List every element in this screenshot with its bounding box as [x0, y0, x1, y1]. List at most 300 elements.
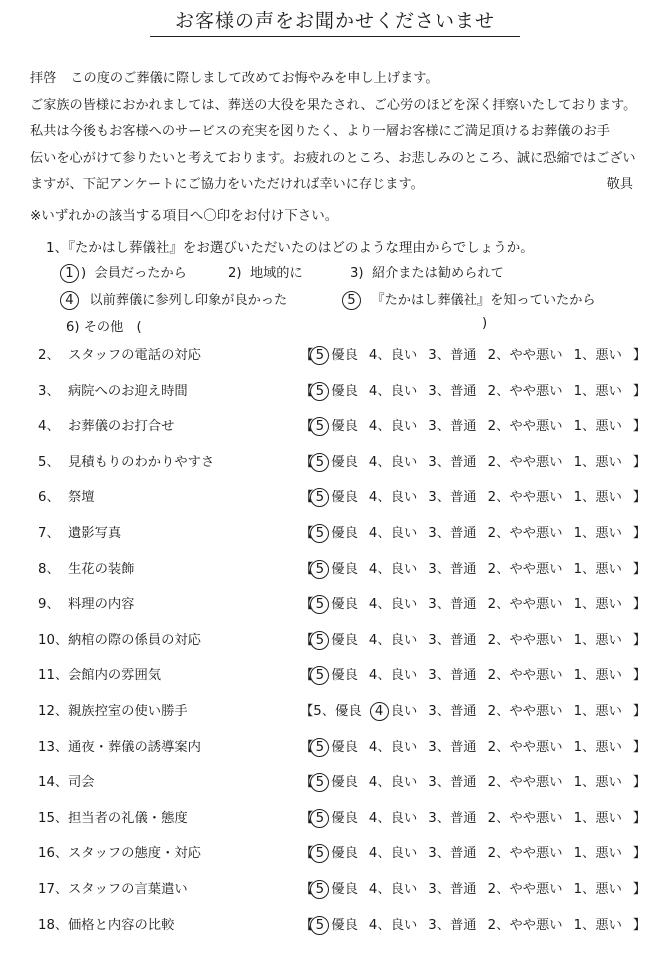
rating-option-word: 優良 [331, 597, 358, 613]
rating-row-label: 料理の内容 [68, 597, 135, 613]
scale-close-bracket: 】 [632, 846, 647, 862]
greeting-text-5: ますが、下記アンケートにご協力をいただければ幸いに存じます。 [30, 177, 424, 192]
rating-option-label: 5、優良 [313, 704, 362, 719]
rating-option-1[interactable] [574, 486, 622, 505]
rating-option-label: 1、悪い [573, 739, 622, 755]
rating-row [0, 771, 670, 793]
rating-option-5[interactable] [313, 522, 358, 543]
rating-row-label: スタッフの電話の対応 [68, 348, 201, 363]
rating-option-label: 1、悪い [573, 704, 622, 719]
rating-option-3[interactable] [428, 914, 476, 933]
selected-circle-mark: 5 [310, 880, 329, 899]
rating-option-label: 1、悪い [573, 632, 622, 648]
q1-option-1-number: 1 [60, 264, 79, 283]
rating-option-4[interactable] [369, 522, 417, 541]
rating-option-2[interactable] [488, 380, 563, 399]
rating-option-label: 4、良い [368, 526, 418, 541]
rating-row-number: 18、 [38, 917, 69, 933]
rating-row-label: 担当者の礼儀・態度 [68, 810, 188, 826]
greeting-line-2 [30, 93, 645, 120]
rating-option-label: 3、普通 [428, 882, 477, 897]
q1-option-6-number: 6) [66, 320, 80, 335]
rating-option-word: 優良 [331, 561, 358, 577]
rating-option-1[interactable] [574, 842, 622, 861]
rating-scale [300, 629, 646, 650]
rating-option-4[interactable] [373, 700, 418, 721]
rating-option-1[interactable] [574, 629, 622, 648]
rating-scale [300, 700, 646, 721]
rating-option-2[interactable] [488, 878, 563, 897]
scale-open-bracket: 【 [300, 704, 314, 719]
rating-option-1[interactable] [574, 344, 622, 363]
rating-option-3[interactable] [428, 522, 476, 541]
title-underline [150, 36, 520, 37]
scale-close-bracket: 】 [632, 454, 647, 470]
scale-close-bracket: 】 [632, 917, 647, 933]
rating-option-word: 優良 [331, 917, 358, 933]
scale-close-bracket: 】 [632, 490, 647, 506]
rating-scale [300, 380, 646, 401]
rating-row-label: 見積もりのわかりやすさ [68, 454, 215, 470]
rating-option-3[interactable] [428, 629, 476, 648]
rating-option-label: 2、やや悪い [487, 739, 563, 755]
rating-option-label: 3、普通 [428, 739, 477, 755]
rating-option-label: 4、良い [368, 597, 418, 613]
selected-circle-mark: 5 [310, 488, 329, 507]
rating-option-2[interactable] [488, 914, 563, 933]
rating-row-number: 5、 [38, 454, 60, 470]
rating-option-3[interactable] [428, 700, 476, 719]
rating-option-2[interactable] [488, 486, 563, 505]
q1-option-4-label: 以前葬儀に参列し印象が良かった [89, 293, 288, 308]
rating-option-2[interactable] [488, 451, 563, 470]
rating-option-4[interactable] [369, 593, 417, 612]
rating-option-label: 3、普通 [428, 917, 477, 933]
rating-option-2[interactable] [488, 700, 563, 719]
rating-scale [300, 664, 646, 685]
rating-option-label: 4、良い [368, 454, 418, 470]
rating-option-label: 3、普通 [428, 632, 477, 648]
rating-option-1[interactable] [574, 771, 622, 790]
selected-circle-mark: 5 [310, 453, 329, 472]
rating-option-4[interactable] [369, 842, 417, 861]
q1-option-5-label: 『たかはし葬儀社』を知っていたから [371, 293, 596, 308]
rating-option-3[interactable] [428, 878, 476, 897]
rating-row-label: 病院へのお迎え時間 [68, 383, 188, 399]
rating-option-label: 4、良い [368, 810, 418, 826]
rating-row [0, 700, 670, 722]
rating-option-label: 3、普通 [428, 704, 477, 719]
rating-option-label: 3、普通 [428, 454, 477, 470]
rating-row [0, 914, 670, 936]
scale-open-bracket: 【 [300, 882, 314, 897]
rating-option-3[interactable] [428, 486, 476, 505]
rating-row-number: 16、 [38, 846, 69, 862]
rating-option-label: 1、悪い [573, 490, 622, 506]
scale-open-bracket: 【 [300, 561, 314, 577]
selected-circle-mark: 5 [310, 382, 329, 401]
rating-option-1[interactable] [574, 664, 622, 683]
rating-row-number: 9、 [38, 597, 60, 613]
selected-circle-mark: 5 [310, 631, 329, 650]
rating-option-3[interactable] [428, 380, 476, 399]
survey-instruction: ※いずれかの該当する項目へ〇印をお付け下さい。 [30, 208, 339, 224]
rating-option-4[interactable] [369, 451, 417, 470]
rating-option-word: 良い [390, 704, 418, 719]
scale-close-bracket: 】 [632, 810, 647, 826]
rating-option-label: 3、普通 [428, 419, 477, 435]
rating-scale [300, 451, 646, 472]
rating-option-4[interactable] [369, 344, 417, 363]
rating-option-1[interactable] [574, 878, 622, 897]
q1-option-5-number: 5 [342, 291, 361, 310]
rating-option-label: 4、良い [368, 775, 418, 791]
rating-row-number: 6、 [38, 490, 60, 506]
rating-option-3[interactable] [428, 451, 476, 470]
rating-option-3[interactable] [428, 415, 476, 434]
rating-option-label: 1、悪い [573, 882, 622, 897]
rating-option-label: 2、やや悪い [487, 917, 563, 933]
rating-option-label: 4、良い [368, 668, 418, 684]
rating-option-3[interactable] [428, 807, 476, 826]
rating-option-5[interactable] [313, 914, 358, 935]
rating-option-5[interactable] [313, 736, 358, 757]
rating-row [0, 558, 670, 580]
rating-row-label: 遺影写真 [68, 526, 122, 541]
greeting-text-3: 私共は今後もお客様へのサービスの充実を図りたく、より一層お客様にご満足頂けるお葬儀のお手 [30, 124, 610, 139]
rating-row-label: 価格と内容の比較 [68, 917, 175, 933]
scale-open-bracket: 【 [300, 419, 314, 435]
selected-circle-mark: 4 [370, 702, 389, 721]
rating-row-label: スタッフの言葉遣い [68, 882, 188, 897]
scale-open-bracket: 【 [300, 917, 314, 933]
page-title: お客様の声をお聞かせくださいませ [174, 10, 495, 32]
rating-option-label: 4、良い [368, 561, 418, 577]
survey-title-block [0, 6, 670, 35]
scale-close-bracket: 】 [632, 561, 647, 577]
rating-row [0, 736, 670, 758]
selected-circle-mark: 5 [310, 809, 329, 828]
rating-option-label: 4、良い [368, 419, 418, 435]
rating-option-label: 1、悪い [573, 454, 622, 470]
q1-option-3-label: 紹介または勧められて [371, 266, 504, 281]
rating-option-5[interactable] [313, 629, 358, 650]
rating-option-4[interactable] [369, 878, 417, 897]
selected-circle-mark: 5 [310, 773, 329, 792]
scale-open-bracket: 【 [300, 739, 314, 755]
rating-option-4[interactable] [369, 380, 417, 399]
rating-option-label: 4、良い [368, 882, 418, 897]
scale-close-bracket: 】 [632, 597, 647, 613]
rating-option-3[interactable] [428, 771, 476, 790]
scale-close-bracket: 】 [632, 526, 647, 541]
rating-option-label: 3、普通 [428, 526, 477, 541]
rating-option-label: 1、悪い [573, 597, 622, 613]
rating-row [0, 807, 670, 829]
rating-row-number: 3、 [38, 383, 60, 399]
q1-option-3[interactable] [350, 262, 504, 281]
rating-row-number: 13、 [38, 739, 69, 755]
rating-option-word: 優良 [331, 739, 358, 755]
rating-option-1[interactable] [574, 558, 622, 577]
rating-row-number: 2、 [38, 348, 60, 363]
selected-circle-mark: 5 [310, 595, 329, 614]
rating-option-word: 優良 [331, 775, 358, 791]
scale-open-bracket: 【 [300, 383, 314, 399]
rating-option-label: 4、良い [368, 632, 418, 648]
question-1-number: 1、 [46, 240, 69, 256]
selected-circle-mark: 5 [310, 844, 329, 863]
rating-option-5[interactable] [313, 842, 358, 863]
rating-option-label: 1、悪い [573, 846, 622, 862]
scale-close-bracket: 】 [632, 348, 647, 363]
rating-option-word: 優良 [331, 882, 358, 897]
rating-option-5[interactable] [313, 664, 358, 685]
rating-row-label: 親族控室の使い勝手 [68, 704, 188, 719]
rating-option-5[interactable] [313, 415, 358, 436]
rating-option-word: 優良 [331, 419, 358, 435]
rating-option-5[interactable] [313, 558, 358, 579]
rating-option-2[interactable] [488, 807, 563, 826]
greeting-heading: 拝啓 [30, 71, 57, 86]
rating-option-3[interactable] [428, 842, 476, 861]
rating-scale [300, 593, 646, 614]
rating-option-label: 1、悪い [573, 917, 622, 933]
rating-option-2[interactable] [488, 558, 563, 577]
rating-option-3[interactable] [428, 664, 476, 683]
rating-row-label: スタッフの態度・対応 [68, 846, 201, 862]
rating-option-label: 4、良い [368, 348, 418, 363]
scale-close-bracket: 】 [632, 668, 647, 684]
rating-row [0, 380, 670, 402]
rating-option-3[interactable] [428, 558, 476, 577]
rating-option-2[interactable] [488, 842, 563, 861]
scale-close-bracket: 】 [632, 632, 647, 648]
scale-open-bracket: 【 [300, 490, 314, 506]
selected-circle-mark: 5 [310, 666, 329, 685]
q1-option-1[interactable] [60, 262, 187, 283]
rating-option-label: 2、やや悪い [487, 348, 563, 363]
rating-option-3[interactable] [428, 593, 476, 612]
scale-open-bracket: 【 [300, 597, 314, 613]
rating-option-2[interactable] [488, 629, 563, 648]
rating-scale [300, 914, 646, 935]
rating-option-3[interactable] [428, 344, 476, 363]
question-1 [46, 236, 534, 256]
rating-option-1[interactable] [574, 593, 622, 612]
rating-option-2[interactable] [488, 736, 563, 755]
rating-row-number: 4、 [38, 419, 60, 435]
rating-row-label: お葬儀のお打合せ [68, 419, 175, 435]
rating-option-label: 2、やや悪い [487, 810, 563, 826]
rating-row [0, 451, 670, 473]
rating-option-1[interactable] [574, 451, 622, 470]
rating-option-label: 3、普通 [428, 846, 477, 862]
q1-option-2[interactable] [228, 262, 303, 281]
rating-option-label: 1、悪い [573, 561, 622, 577]
rating-row-number: 17、 [38, 882, 69, 897]
rating-option-label: 2、やや悪い [487, 526, 563, 541]
rating-option-4[interactable] [369, 807, 417, 826]
rating-option-word: 優良 [331, 454, 358, 470]
rating-row-label: 通夜・葬儀の誘導案内 [68, 739, 201, 755]
rating-row-number: 8、 [38, 561, 60, 577]
rating-option-label: 2、やや悪い [487, 775, 563, 791]
rating-row [0, 842, 670, 864]
greeting-closing: 敬具 [606, 177, 633, 192]
scale-close-bracket: 】 [632, 419, 647, 435]
rating-scale [300, 344, 646, 365]
rating-option-1[interactable] [574, 914, 622, 933]
rating-scale [300, 807, 646, 828]
rating-option-5[interactable] [313, 380, 358, 401]
rating-scale [300, 878, 646, 899]
scale-close-bracket: 】 [632, 383, 647, 399]
rating-option-2[interactable] [488, 522, 563, 541]
rating-option-4[interactable] [369, 771, 417, 790]
rating-row [0, 344, 670, 366]
rating-option-label: 4、良い [368, 846, 418, 862]
rating-option-word: 優良 [331, 810, 358, 826]
rating-row-label: 会館内の雰囲気 [68, 668, 162, 684]
rating-option-5[interactable] [313, 344, 358, 365]
rating-row-label: 祭壇 [68, 490, 95, 506]
rating-row-label: 生花の装飾 [68, 561, 135, 577]
rating-option-5[interactable] [313, 878, 358, 899]
scale-close-bracket: 】 [632, 704, 647, 719]
rating-option-2[interactable] [488, 771, 563, 790]
rating-option-2[interactable] [488, 344, 563, 363]
scale-open-bracket: 【 [300, 846, 314, 862]
q1-option-6[interactable] [66, 316, 142, 335]
q1-option-2-label: 地域的に [249, 266, 303, 281]
q1-option-1-paren: ) [81, 266, 87, 281]
rating-option-label: 3、普通 [428, 383, 477, 399]
greeting-line-1 [30, 66, 645, 93]
rating-row-number: 10、 [38, 632, 69, 648]
rating-scale [300, 486, 646, 507]
rating-row-label: 司会 [68, 775, 95, 791]
greeting-line-5 [30, 172, 645, 199]
rating-option-1[interactable] [574, 522, 622, 541]
rating-option-word: 優良 [331, 383, 358, 399]
scale-close-bracket: 】 [632, 739, 647, 755]
rating-option-label: 2、やや悪い [487, 846, 563, 862]
rating-scale [300, 736, 646, 757]
rating-option-5[interactable] [313, 593, 358, 614]
rating-option-4[interactable] [369, 736, 417, 755]
rating-option-5[interactable] [313, 807, 358, 828]
rating-scale [300, 522, 646, 543]
rating-option-label: 2、やや悪い [487, 882, 563, 897]
q1-option-5[interactable] [342, 289, 596, 310]
rating-option-label: 2、やや悪い [487, 668, 563, 684]
rating-option-2[interactable] [488, 593, 563, 612]
greeting-text-1: この度のご葬儀に際しまして改めてお悔やみを申し上げます。 [70, 71, 439, 86]
rating-option-label: 1、悪い [573, 419, 622, 435]
rating-option-4[interactable] [369, 914, 417, 933]
rating-option-4[interactable] [369, 629, 417, 648]
rating-row-number: 15、 [38, 810, 69, 826]
rating-option-label: 3、普通 [428, 348, 477, 363]
rating-option-word: 優良 [331, 490, 358, 506]
rating-option-1[interactable] [574, 380, 622, 399]
rating-option-4[interactable] [369, 415, 417, 434]
q1-option-1-label: 会員だったから [94, 266, 187, 281]
q1-option-6-close-paren: ) [482, 316, 488, 331]
question-1-text: 『たかはし葬儀社』をお選びいただいたのはどのような理由からでしょうか。 [68, 240, 534, 256]
rating-option-5[interactable] [313, 700, 361, 719]
greeting-line-4 [30, 146, 645, 173]
rating-option-5[interactable] [313, 451, 358, 472]
rating-option-2[interactable] [488, 664, 563, 683]
selected-circle-mark: 5 [310, 417, 329, 436]
selected-circle-mark: 5 [310, 346, 329, 365]
rating-option-label: 2、やや悪い [487, 490, 563, 506]
scale-open-bracket: 【 [300, 775, 314, 791]
rating-option-word: 優良 [331, 348, 358, 363]
rating-option-label: 1、悪い [573, 526, 622, 541]
q1-option-3-number: 3) [350, 266, 364, 281]
rating-option-label: 3、普通 [428, 490, 477, 506]
selected-circle-mark: 5 [310, 738, 329, 757]
selected-circle-mark: 5 [310, 916, 329, 935]
rating-option-label: 1、悪い [573, 775, 622, 791]
rating-option-3[interactable] [428, 736, 476, 755]
q1-option-2-number: 2) [228, 266, 242, 281]
rating-option-4[interactable] [369, 558, 417, 577]
rating-row [0, 878, 670, 900]
rating-scale [300, 771, 646, 792]
rating-option-1[interactable] [574, 415, 622, 434]
rating-option-1[interactable] [574, 736, 622, 755]
rating-row [0, 629, 670, 651]
scale-open-bracket: 【 [300, 632, 314, 648]
rating-option-5[interactable] [313, 771, 358, 792]
rating-option-label: 2、やや悪い [487, 632, 563, 648]
rating-option-word: 優良 [331, 632, 358, 648]
rating-option-label: 2、やや悪い [487, 383, 563, 399]
rating-option-1[interactable] [574, 807, 622, 826]
rating-scale [300, 842, 646, 863]
greeting-line-3 [30, 119, 645, 146]
rating-option-label: 4、良い [368, 383, 418, 399]
rating-option-5[interactable] [313, 486, 358, 507]
rating-option-label: 2、やや悪い [487, 597, 563, 613]
rating-row-number: 11、 [38, 668, 69, 684]
scale-open-bracket: 【 [300, 526, 314, 541]
rating-scale [300, 558, 646, 579]
rating-row [0, 486, 670, 508]
rating-option-label: 3、普通 [428, 561, 477, 577]
rating-row [0, 522, 670, 544]
rating-option-4[interactable] [369, 486, 417, 505]
greeting-letter [30, 66, 645, 199]
q1-option-4[interactable] [60, 289, 287, 310]
rating-row [0, 664, 670, 686]
rating-option-label: 2、やや悪い [487, 419, 563, 435]
rating-option-label: 1、悪い [573, 668, 622, 684]
rating-option-4[interactable] [369, 664, 417, 683]
rating-option-1[interactable] [574, 700, 622, 719]
rating-row [0, 415, 670, 437]
rating-option-2[interactable] [488, 415, 563, 434]
selected-circle-mark: 5 [310, 560, 329, 579]
rating-option-label: 1、悪い [573, 348, 622, 363]
rating-row-number: 14、 [38, 775, 69, 791]
rating-option-label: 1、悪い [573, 810, 622, 826]
scale-open-bracket: 【 [300, 454, 314, 470]
